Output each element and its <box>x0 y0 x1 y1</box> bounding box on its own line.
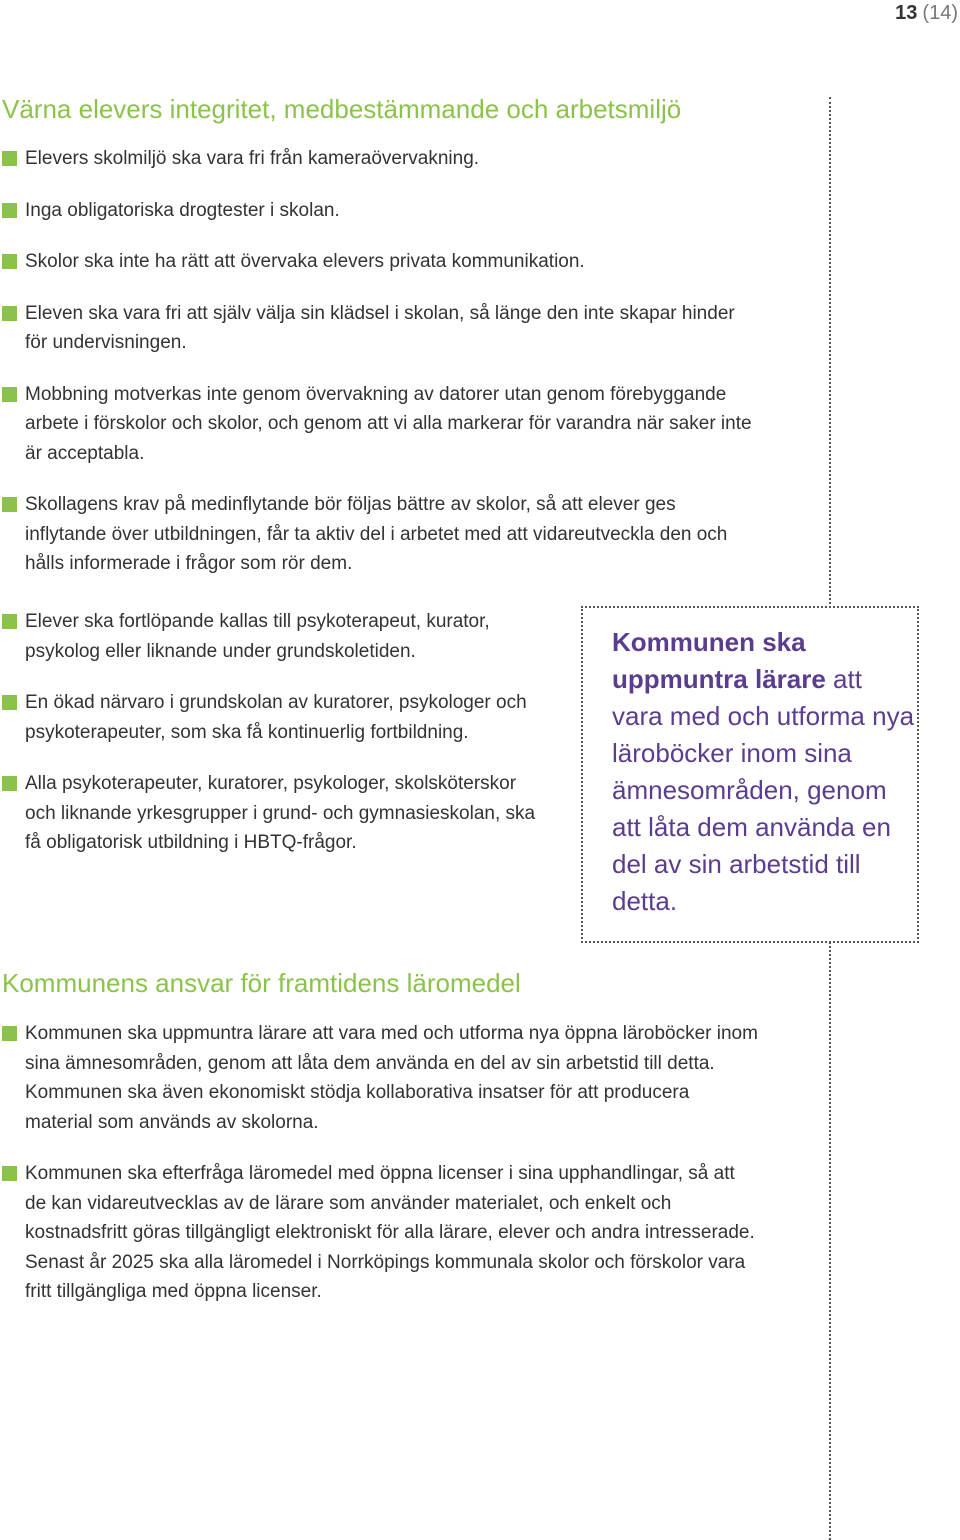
list-item <box>0 247 760 277</box>
list-item <box>0 769 550 858</box>
integrity-list-top <box>0 144 760 601</box>
list-item-text: Elever ska fortlöpande kallas till psykoterapeut, kurator, psykolog eller liknande under grundskoletiden. <box>25 611 490 662</box>
list-item-text: Elevers skolmiljö ska vara fri från kameraövervakning. <box>25 148 480 169</box>
list-item-text: Skollagens krav på medinflytande bör följas bättre av skolor, så att elever ges inflytande över utbildningen, får ta aktiv del i arbetet med att vidareutveckla den och hålls informerade i frågor som rör dem. <box>25 494 728 574</box>
section-heading-teaching-materials: Kommunens ansvar för framtidens läromedel <box>2 968 521 998</box>
section-heading-integrity: Värna elevers integritet, medbestämmande och arbetsmiljö <box>2 94 682 124</box>
bullet-square-icon <box>2 387 17 402</box>
list-item-text: En ökad närvaro i grundskolan av kuratorer, psykologer och psykoterapeuter, som ska få kontinuerlig fortbildning. <box>25 692 527 743</box>
list-item <box>0 688 550 747</box>
list-item-text: Mobbning motverkas inte genom övervakning av datorer utan genom förebyggande arbete i förskolor och skolor, och genom att vi alla markerar för varandra när saker inte är acceptabla. <box>25 383 752 464</box>
integrity-list-bottom <box>0 607 550 880</box>
list-item <box>0 490 760 579</box>
bullet-square-icon <box>2 695 17 710</box>
list-item-text: Skolor ska inte ha rätt att övervaka elevers privata kommunikation. <box>25 251 585 272</box>
list-item <box>0 1159 760 1307</box>
list-item-text: Kommunen ska efterfråga läromedel med öppna licenser i sina upphandlingar, så att de kan vidareutvecklas av de lärare som använder materialet, och enkelt och kostnadsfritt göras tillgängligt elektroniskt för alla lärare, elever och andra intresserade. Senast år 2025 ska alla läromedel i Norrköpings kommunala skolor och förskolor vara fritt tillgängliga med öppna licenser. <box>25 1163 755 1302</box>
bullet-square-icon <box>2 254 17 269</box>
page-number-total: (14) <box>922 2 958 24</box>
bullet-square-icon <box>2 306 17 321</box>
teaching-materials-list <box>0 1019 760 1329</box>
callout-bold-text: Kommunen ska uppmuntra lärare <box>612 627 826 694</box>
callout-box <box>581 606 919 943</box>
page-number <box>895 2 958 25</box>
list-item <box>0 607 550 666</box>
bullet-square-icon <box>2 776 17 791</box>
list-item <box>0 299 760 358</box>
bullet-square-icon <box>2 1026 17 1041</box>
list-item-text: Alla psykoterapeuter, kuratorer, psykologer, skolsköterskor och liknande yrkesgrupper i grund- och gymnasieskolan, ska få obligatorisk utbildning i HBTQ-frågor. <box>25 773 536 853</box>
list-item <box>0 380 760 469</box>
list-item <box>0 1019 760 1137</box>
list-item <box>0 196 760 226</box>
list-item-text: Inga obligatoriska drogtester i skolan. <box>25 199 340 221</box>
bullet-square-icon <box>2 1166 17 1181</box>
bullet-square-icon <box>2 614 17 629</box>
bullet-square-icon <box>2 497 17 512</box>
bullet-square-icon <box>2 203 17 218</box>
list-item <box>0 144 760 174</box>
bullet-square-icon <box>2 151 17 166</box>
page-number-current: 13 <box>895 2 918 24</box>
callout-text: att vara med och utforma nya läroböcker inom sina ämnesområden, genom att låta dem använda en del av sin arbetstid till detta. <box>612 664 915 916</box>
list-item-text: Eleven ska vara fri att själv välja sin klädsel i skolan, så länge den inte skapar hinder för undervisningen. <box>25 302 735 353</box>
list-item-text: Kommunen ska uppmuntra lärare att vara med och utforma nya öppna läroböcker inom sina ämnesområden, genom att låta dem använda en del av sin arbetstid till detta. Kommunen ska även ekonomiskt stödja kollaborativa insatser för att producera material som används av skolorna. <box>25 1023 758 1133</box>
